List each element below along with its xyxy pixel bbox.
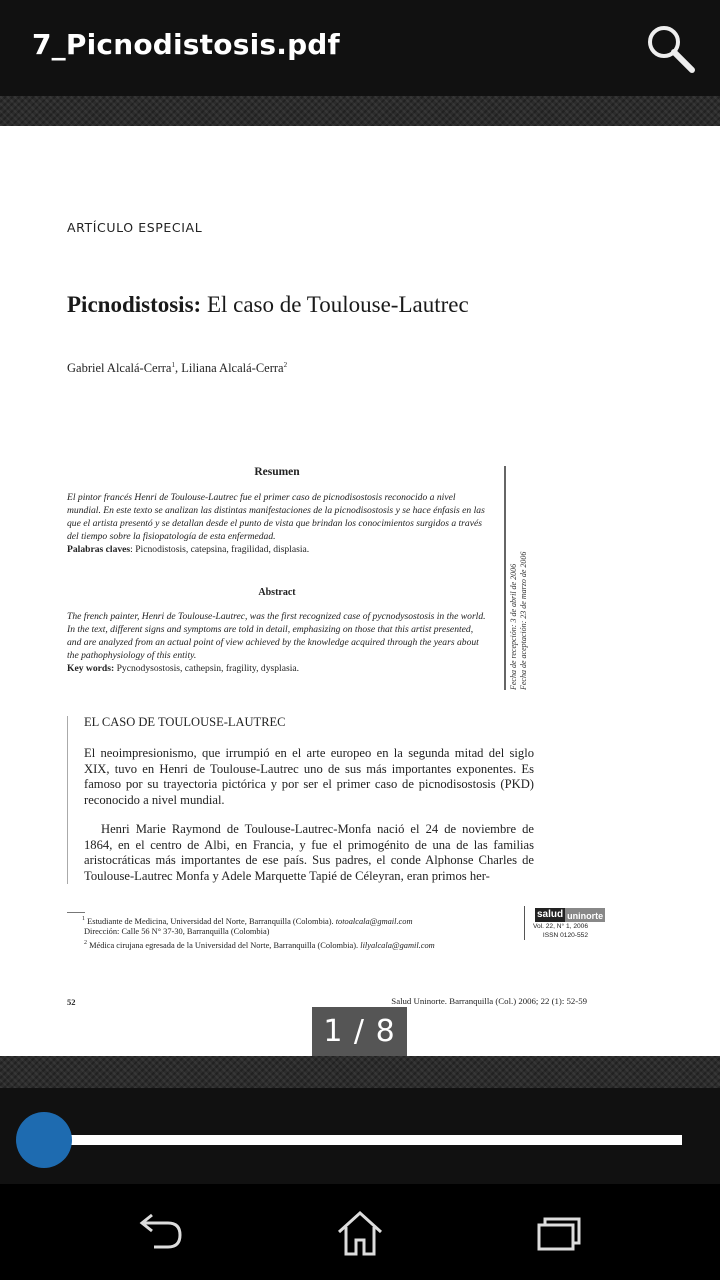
- article-title: [67, 292, 469, 318]
- footnote-1-text: Estudiante de Medicina, Universidad del Norte, Barranquilla (Colombia).: [85, 916, 336, 926]
- body-paragraph-1: El neoimpresionismo, que irrumpió en el arte europeo en la segunda mitad del siglo XIX, tuvo en Henri de Toulouse-Lautrec uno de sus más importantes exponentes. Es famoso por su trayectoria pictórica y por ser el primer caso de picnodisostosis (PKD) reconocido a nivel mundial.: [84, 746, 534, 807]
- submission-dates: [509, 466, 529, 690]
- page-background-top: [0, 96, 720, 126]
- abstract-text: The french painter, Henri de Toulouse-Lautrec, was the first recognized case of pycnodysostosis in the world. In the text, different signs and symptoms are told in detail, emphasizing on those that this artist presented, and are analyzed from an actual point of view achieved by the knowledge acquired through the years about the pathophysiology of this entity.: [67, 611, 486, 661]
- resumen-block: [67, 466, 487, 556]
- abstract-divider: [504, 466, 506, 690]
- footnote-1-sup: 1: [82, 916, 85, 922]
- search-icon[interactable]: [640, 20, 702, 76]
- footnote-2-sup: 2: [84, 939, 87, 946]
- footnote-rule: [67, 912, 85, 913]
- journal-logo-part-a: salud: [537, 909, 564, 920]
- author-1: Gabriel Alcalá-Cerra: [67, 361, 172, 376]
- article-title-bold: Picnodistosis:: [67, 292, 202, 317]
- home-icon[interactable]: [330, 1205, 390, 1261]
- journal-divider: [524, 906, 525, 940]
- section-label: ARTÍCULO ESPECIAL: [67, 220, 203, 235]
- abstract-keywords-label: Key words:: [67, 663, 115, 674]
- resumen-text: El pintor francés Henri de Toulouse-Lautrec fue el primer caso de picnodisostosis reconocido a nivel mundial. En este texto se analizan las distintas manifestaciones de la picnodisostosis y se hace énfasis en las que el artista presentó y se detallan desde el punto de vista que brindan los conocimientos surgidos a través del tiempo sobre la fisiopatología de esta enfermedad.: [67, 492, 485, 542]
- footnote-1-email: totoalcala@gmail.com: [335, 916, 413, 926]
- page-slider-thumb[interactable]: [16, 1112, 72, 1168]
- body-paragraph-2: Henri Marie Raymond de Toulouse-Lautrec-Monfa nació el 24 de noviembre de 1864, en el centro de Albi, en Francia, y fue el primogénito de una de las familias aristocráticas más importantes de ese país. Sus padres, el conde Alphonse Charles de Toulouse-Lautrec Monfa y Adele Marquette Tapié de Céleyran, eran primos her-: [84, 822, 534, 883]
- abstract-block: [67, 586, 487, 675]
- accepted-date: Fecha de aceptación: 23 de marzo de 2006: [519, 551, 528, 690]
- app-bar: [0, 0, 720, 96]
- body-heading: EL CASO DE TOULOUSE-LAUTREC: [84, 715, 286, 729]
- back-icon[interactable]: [130, 1205, 190, 1261]
- resumen-keywords: [67, 543, 487, 556]
- abstract-heading: Abstract: [258, 587, 296, 598]
- journal-logo-part-b: uninorte: [565, 908, 605, 922]
- resumen-heading: Resumen: [254, 466, 300, 478]
- printed-page-number: 52: [67, 997, 76, 1007]
- running-footer: Salud Uninorte. Barranquilla (Col.) 2006; 22 (1): 52-59: [391, 996, 587, 1006]
- footnote-2-text: Médica cirujana egresada de la Universidad del Norte, Barranquilla (Colombia).: [87, 940, 361, 950]
- recents-icon[interactable]: [530, 1205, 590, 1261]
- journal-logo: [535, 908, 605, 922]
- abstract-keywords-text: Pycnodysostosis, cathepsin, fragility, dysplasia.: [114, 663, 300, 674]
- journal-info: [528, 923, 588, 940]
- author-1-sup: 1: [171, 361, 175, 369]
- footnote-2-email: lilyalcala@gamil.com: [360, 940, 435, 950]
- page-indicator: 1 / 8: [312, 1007, 407, 1056]
- author-2-sup: 2: [283, 361, 288, 369]
- authors: [67, 361, 287, 376]
- journal-issn: ISSN 0120-552: [542, 931, 588, 939]
- received-date: Fecha de recepción: 3 de abril de 2006: [509, 563, 518, 690]
- footnote-1-address: Dirección: Calle 56 N° 37-30, Barranquilla (Colombia): [84, 927, 270, 937]
- abstract-keywords: [67, 662, 487, 675]
- resumen-keywords-label: Palabras claves: [67, 544, 131, 555]
- author-2: , Liliana Alcalá-Cerra: [174, 361, 284, 376]
- body-margin-rule: [67, 716, 68, 884]
- page-background-bottom: [0, 1056, 720, 1088]
- footnote-2: [84, 938, 524, 951]
- footnote-1: [82, 914, 524, 927]
- pdf-page[interactable]: [0, 126, 720, 1056]
- document-title: 7_Picnodistosis.pdf: [32, 28, 340, 61]
- page-slider-track[interactable]: [44, 1135, 682, 1145]
- journal-volume: Vol. 22, N° 1, 2006: [532, 923, 588, 930]
- article-title-rest: El caso de Toulouse-Lautrec: [201, 292, 469, 317]
- resumen-keywords-text: : Picnodistosis, catepsina, fragilidad, displasia.: [130, 544, 310, 555]
- footnotes: [84, 914, 524, 951]
